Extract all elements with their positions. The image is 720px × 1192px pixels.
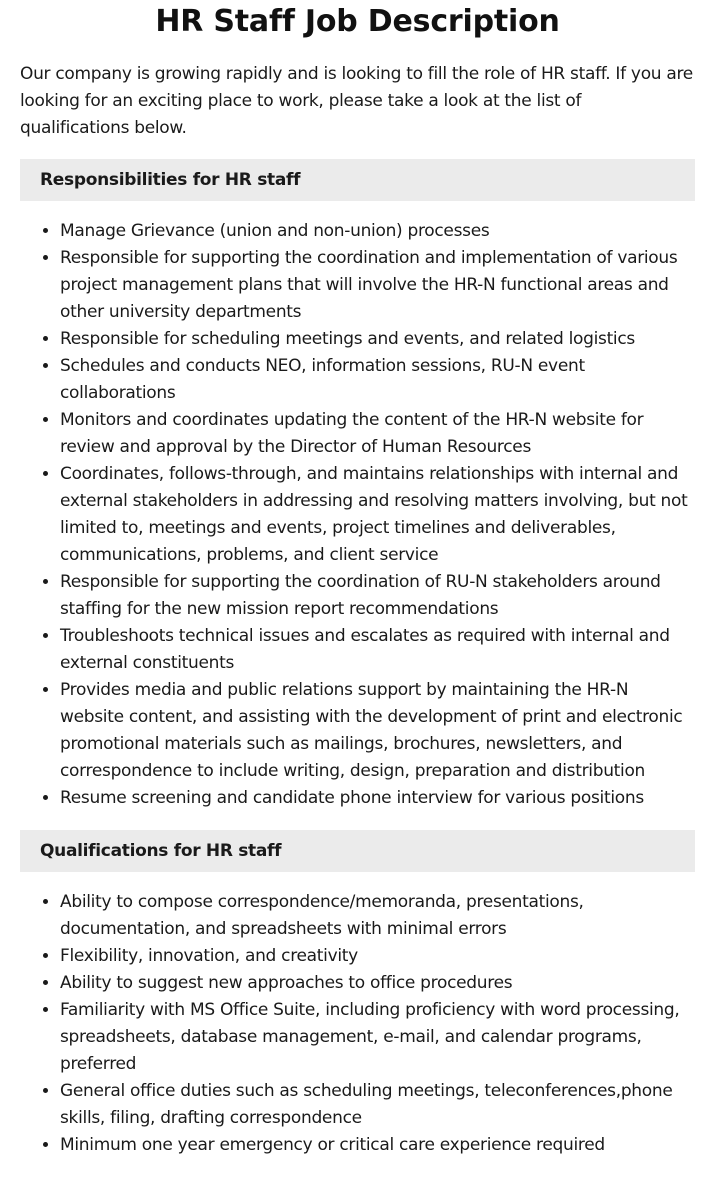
list-item: • Manage Grievance (union and non-union) processes [60, 218, 695, 245]
qualifications-list [20, 889, 695, 1159]
list-item: • Responsible for supporting the coordination and implementation of various project management plans that will involve the HR-N functional areas and other university departments [60, 245, 695, 326]
list-item: • Responsible for scheduling meetings and events, and related logistics [60, 326, 695, 353]
list-item: • Monitors and coordinates updating the content of the HR-N website for review and approval by the Director of Human Resources [60, 407, 695, 461]
list-item: • Coordinates, follows-through, and maintains relationships with internal and external stakeholders in addressing and resolving matters involving, but not limited to, meetings and events, project timelines and deliverables, communications, problems, and client service [60, 461, 695, 569]
page-title: HR Staff Job Description [155, 4, 560, 39]
responsibilities-heading: Responsibilities for HR staff [20, 159, 695, 201]
list-item: • Ability to suggest new approaches to office procedures [60, 970, 695, 997]
responsibilities-list [20, 218, 695, 812]
list-item: • Provides media and public relations support by maintaining the HR-N website content, and assisting with the development of print and electronic promotional materials such as mailings, brochures, newsletters, and correspondence to include writing, design, preparation and distribution [60, 677, 695, 785]
list-item: • Responsible for supporting the coordination of RU-N stakeholders around staffing for the new mission report recommendations [60, 569, 695, 623]
list-item: • Schedules and conducts NEO, information sessions, RU-N event collaborations [60, 353, 695, 407]
list-item: • Flexibility, innovation, and creativity [60, 943, 695, 970]
list-item: • Minimum one year emergency or critical care experience required [60, 1132, 695, 1159]
qualifications-heading: Qualifications for HR staff [20, 830, 695, 872]
list-item: • Resume screening and candidate phone interview for various positions [60, 785, 695, 812]
list-item: • General office duties such as scheduling meetings, teleconferences,phone skills, filing, drafting correspondence [60, 1078, 695, 1132]
list-item: • Ability to compose correspondence/memoranda, presentations, documentation, and spreadsheets with minimal errors [60, 889, 695, 943]
list-item: • Troubleshoots technical issues and escalates as required with internal and external constituents [60, 623, 695, 677]
list-item: • Familiarity with MS Office Suite, including proficiency with word processing, spreadsheets, database management, e-mail, and calendar programs, preferred [60, 997, 695, 1078]
intro-paragraph: Our company is growing rapidly and is looking to fill the role of HR staff. If you are looking for an exciting place to work, please take a look at the list of qualifications below. [20, 64, 693, 138]
